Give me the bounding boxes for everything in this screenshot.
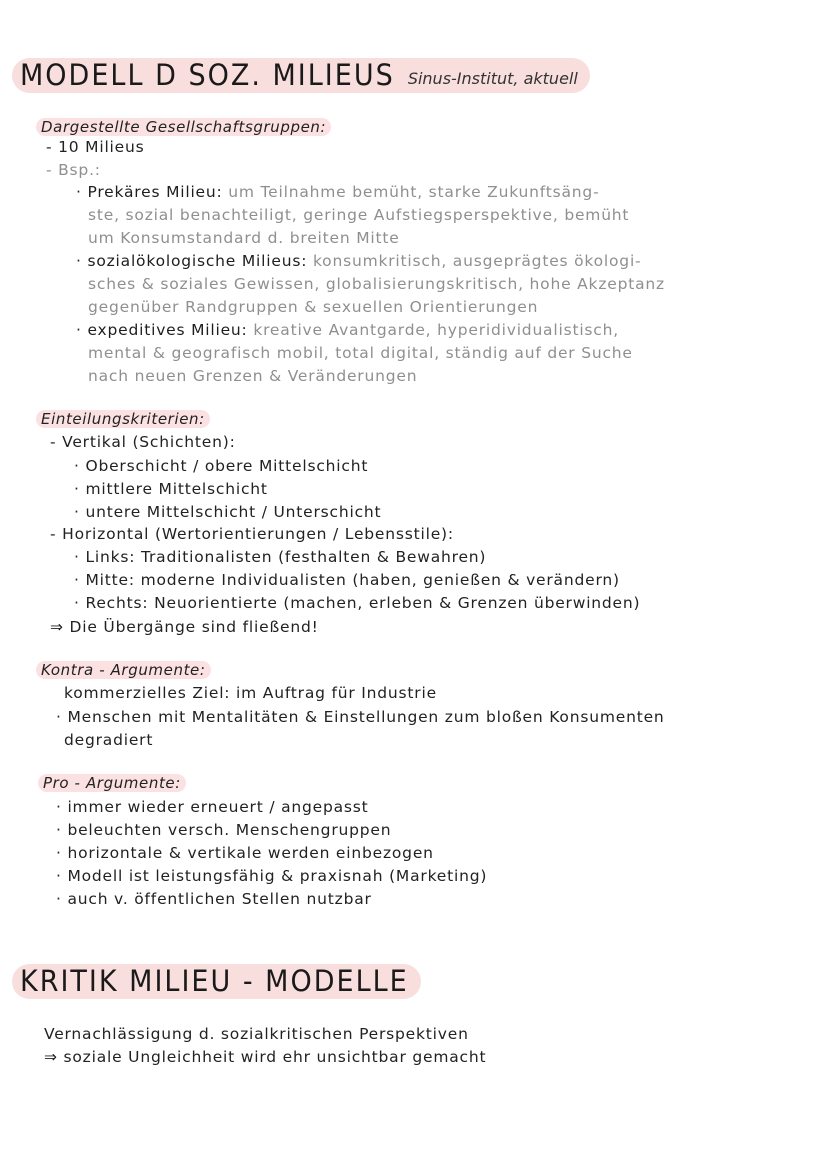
section-title-milieus	[12, 58, 590, 93]
page-subtitle: Sinus-Institut, aktuell	[407, 69, 578, 88]
list-item: mental & geografisch mobil, total digital, ständig auf der Suche	[88, 344, 633, 362]
milieu-label-prekaer: · Prekäres Milieu:	[76, 183, 223, 201]
list-item: · mittlere Mittelschicht	[74, 480, 268, 498]
list-item	[76, 250, 641, 272]
list-item: kommerzielles Ziel: im Auftrag für Industrie	[64, 684, 437, 702]
list-item: · auch v. öffentlichen Stellen nutzbar	[56, 890, 372, 908]
section-title-kritik	[12, 964, 421, 999]
page-title: MODELL D SOZ. MILIEUS	[20, 58, 395, 93]
list-item: · Links: Traditionalisten (festhalten & Bewahren)	[74, 548, 487, 566]
heading-dargestellte: Dargestellte Gesellschaftsgruppen:	[36, 118, 331, 136]
list-item: · untere Mittelschicht / Unterschicht	[74, 503, 382, 521]
list-item: - 10 Milieus	[46, 138, 145, 156]
milieu-label-sozial: · sozialökologische Milieus:	[76, 252, 308, 270]
milieu-desc-sozial: konsumkritisch, ausgeprägtes ökologi-	[312, 252, 642, 270]
list-item: Vernachlässigung d. sozialkritischen Perspektiven	[44, 1025, 469, 1043]
list-item: · Rechts: Neuorientierte (machen, erleben & Grenzen überwinden)	[74, 594, 641, 612]
list-item	[76, 181, 599, 203]
list-item: ⇒ soziale Ungleichheit wird ehr unsichtbar gemacht	[44, 1048, 487, 1066]
list-item: degradiert	[64, 731, 154, 749]
list-item: · horizontale & vertikale werden einbezogen	[56, 844, 434, 862]
list-item: nach neuen Grenzen & Veränderungen	[88, 367, 418, 385]
list-item: ste, sozial benachteiligt, geringe Aufstiegsperspektive, bemüht	[88, 206, 630, 224]
list-item: · Mitte: moderne Individualisten (haben, genießen & verändern)	[74, 571, 620, 589]
heading-kontra: Kontra - Argumente:	[36, 661, 211, 679]
heading-pro: Pro - Argumente:	[38, 774, 186, 792]
list-item: · beleuchten versch. Menschengruppen	[56, 821, 392, 839]
list-item: · Oberschicht / obere Mittelschicht	[74, 457, 369, 475]
milieu-label-expeditiv: · expeditives Milieu:	[76, 321, 248, 339]
list-item: - Horizontal (Wertorientierungen / Lebensstile):	[50, 525, 454, 543]
list-item: · Modell ist leistungsfähig & praxisnah (Marketing)	[56, 867, 488, 885]
list-item: ⇒ Die Übergänge sind fließend!	[50, 618, 319, 636]
list-item: · Menschen mit Mentalitäten & Einstellungen zum bloßen Konsumenten	[56, 708, 665, 726]
list-item: - Bsp.:	[46, 161, 101, 179]
list-item	[76, 319, 619, 341]
list-item: um Konsumstandard d. breiten Mitte	[88, 229, 400, 247]
milieu-desc-expeditiv: kreative Avantgarde, hyperidividualistisch,	[253, 321, 619, 339]
milieu-desc-prekaer: um Teilnahme bemüht, starke Zukunftsäng-	[228, 183, 600, 201]
list-item: - Vertikal (Schichten):	[50, 433, 236, 451]
list-item: sches & soziales Gewissen, globalisierungskritisch, hohe Akzeptanz	[88, 275, 665, 293]
kritik-title: KRITIK MILIEU - MODELLE	[20, 964, 409, 999]
heading-einteilung: Einteilungskriterien:	[36, 410, 210, 428]
list-item: gegenüber Randgruppen & sexuellen Orientierungen	[88, 298, 539, 316]
list-item: · immer wieder erneuert / angepasst	[56, 798, 369, 816]
